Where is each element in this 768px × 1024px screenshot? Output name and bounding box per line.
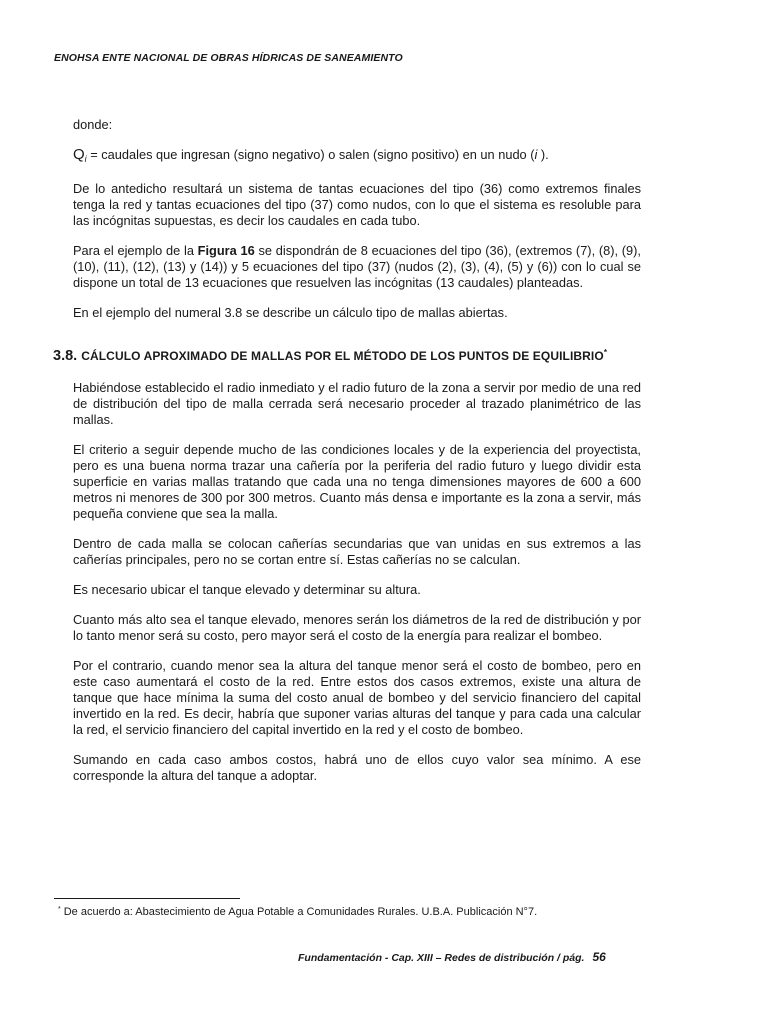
page-footer — [298, 950, 606, 964]
paragraph-criteria: El criterio a seguir depende mucho de las condiciones locales y de la experiencia del proyectista, pero es una buena norma trazar una cañería por la periferia del radio futuro y luego dividir esta superficie en varias mallas tratando que cada una no tenga dimensiones mayores de 600 a 600 metros ni menores de 300 por 300 metros. Cuanto más densa e importante es la zona a servir, más pequeña conviene que sea la malla. — [73, 442, 641, 521]
q-subscript: i — [84, 154, 87, 164]
footnote-mark: * — [58, 906, 61, 913]
section-heading — [53, 345, 641, 364]
paragraph-system-of-equations: De lo antedicho resultará un sistema de tantas ecuaciones del tipo (36) como extremos finales tenga la red y tantas ecuaciones del tipo (37) como nudos, con lo que el sistema es resoluble para las incógnitas supuestas, es decir los caudales en cada tubo. — [73, 181, 641, 228]
running-header: ENOHSA ENTE NACIONAL DE OBRAS HÍDRICAS DE SANEAMIENTO — [54, 52, 403, 64]
footnote-text: De acuerdo a: Abastecimiento de Agua Potable a Comunidades Rurales. U.B.A. Publicación N°7. — [63, 906, 538, 918]
paragraph-q-definition — [73, 147, 641, 167]
paragraph-secondary-pipes: Dentro de cada malla se colocan cañerías secundarias que van unidas en sus extremos a las cañerías principales, pero no se cortan entre sí. Estas cañerías no se calculan. — [73, 536, 641, 567]
figure-16-reference: Figura 16 — [197, 243, 255, 258]
node-variable: i — [534, 147, 538, 162]
paragraph-mesh-layout: Habiéndose establecido el radio inmediato y el radio futuro de la zona a servir por medio de una red de distribución del tipo de malla cerrada será necesario proceder al trazado planimétrico de las mallas. — [73, 380, 641, 427]
q-definition-text: = caudales que ingresan (signo negativo) o salen (signo positivo) en un nudo ( — [86, 147, 535, 162]
paragraph-figure-16-example — [73, 243, 641, 291]
paragraph-minimum-cost: Sumando en cada caso ambos costos, habrá uno de ellos cuyo valor sea mínimo. A ese corresponde la altura del tanque a adoptar. — [73, 752, 641, 783]
page-number: 56 — [592, 950, 606, 964]
footnote-divider — [54, 898, 240, 899]
paragraph-elevated-tank: Es necesario ubicar el tanque elevado y determinar su altura. — [73, 582, 421, 597]
section-title: CÁLCULO APROXIMADO DE MALLAS POR EL MÉTODO DE LOS PUNTOS DE EQUILIBRIO — [81, 349, 604, 363]
paragraph-open-mesh-example: En el ejemplo del numeral 3.8 se describe un cálculo tipo de mallas abiertas. — [73, 305, 508, 320]
paragraph-donde: donde: — [73, 117, 113, 132]
paragraph-tank-height-cost: Cuanto más alto sea el tanque elevado, menores serán los diámetros de la red de distribución y por lo tanto menor será su costo, pero mayor será el costo de la energía para realizar el bombeo. — [73, 612, 641, 643]
paragraph-figure-16-end: se dispondrán de 8 ecuaciones del tipo (36), (extremos (7), (8), (9), (10), (11), (12), (13) y (14)) y 5 ecuaciones del tipo (37) (nudos (2), (3), (4), (5) y (6)) con lo cual se dispone un total de 13 ecuaciones que resuelven las incógnitas (13 caudales) planteadas. — [73, 243, 641, 290]
paragraph-pumping-cost: Por el contrario, cuando menor sea la altura del tanque menor será el costo de bombeo, pero en este caso aumentará el costo de la red. Entre estos dos casos extremos, existe una altura de tanque que hace mínima la suma del costo anual de bombeo y del servicio financiero del capital invertido en la red. Es decir, habría que suponer varias alturas del tanque y para cada una calcular la red, el servicio financiero del capital invertido en la red y el costo de bombeo. — [73, 658, 641, 737]
section-number: 3.8. — [53, 348, 78, 364]
paragraph-figure-16-start: Para el ejemplo de la — [73, 243, 198, 258]
q-symbol: Q — [73, 146, 85, 163]
document-body — [53, 117, 641, 798]
q-definition-end: ). — [537, 147, 549, 162]
section-footnote-mark: * — [603, 348, 607, 357]
footnote — [58, 906, 537, 918]
footer-text: Fundamentación - Cap. XIII – Redes de distribución / pág. — [298, 952, 585, 964]
